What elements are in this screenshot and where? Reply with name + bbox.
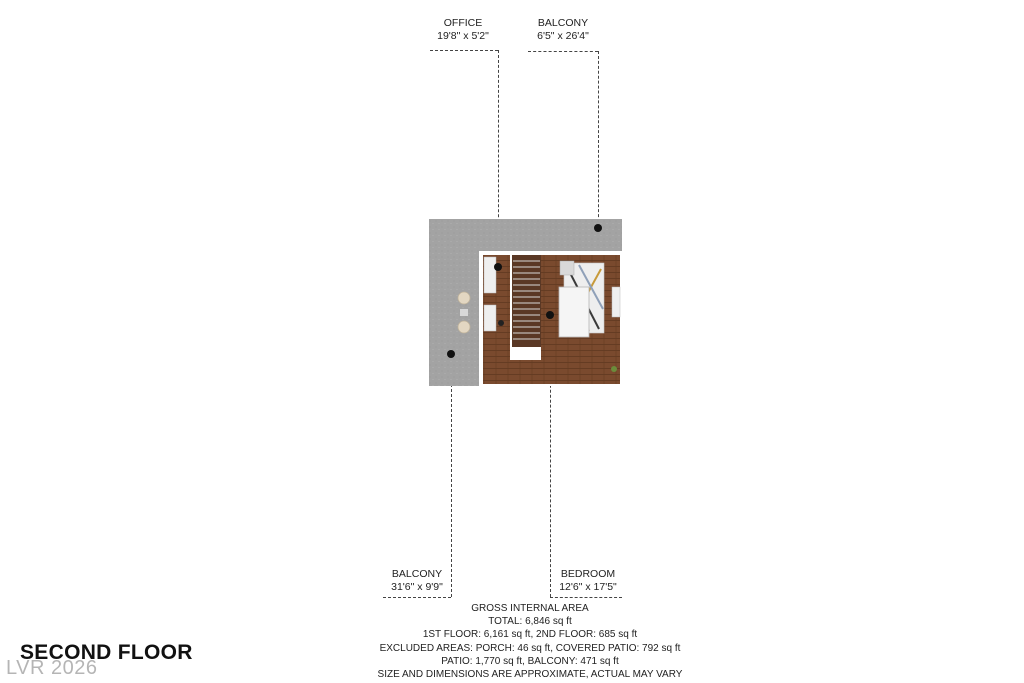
- gia-disclaimer: SIZE AND DIMENSIONS ARE APPROXIMATE, ACTUAL MAY VARY: [377, 669, 683, 681]
- balcony-top-leader-h: [528, 51, 598, 52]
- gia-excluded: EXCLUDED AREAS: PORCH: 46 sq ft, COVERED PATIO: 792 sq ft: [379, 642, 681, 654]
- balcony-chair-2: [458, 321, 470, 333]
- gia-patio-balcony: PATIO: 1,770 sq ft, BALCONY: 471 sq ft: [441, 655, 619, 667]
- bedroom-armchair: [560, 261, 574, 275]
- office-name: OFFICE: [443, 17, 483, 29]
- balcony-left-name: BALCONY: [391, 568, 443, 580]
- staircase: [512, 255, 541, 347]
- balcony-top-name: BALCONY: [537, 17, 589, 29]
- bedroom-bed: [559, 287, 589, 337]
- balcony-left-area: [429, 253, 481, 386]
- balcony-top-leader-v: [598, 51, 599, 227]
- gia-floors: 1ST FLOOR: 6,161 sq ft, 2ND FLOOR: 685 sq ft: [422, 629, 638, 641]
- bedroom-leader-h: [550, 597, 622, 598]
- floor-plan: [429, 219, 622, 386]
- balcony-left-leader-v: [451, 354, 452, 597]
- office-cabinet: [484, 305, 496, 331]
- gia-total: TOTAL: 6,846 sq ft: [488, 616, 572, 628]
- bedroom-plant: [611, 366, 617, 372]
- balcony-top-marker: [594, 224, 602, 232]
- balcony-table: [460, 309, 468, 316]
- bedroom-marker: [546, 311, 554, 319]
- balcony-top-dims: 6'5" x 26'4": [537, 30, 589, 42]
- office-desk: [484, 257, 496, 293]
- balcony-top-label: [520, 17, 606, 43]
- balcony-left-leader-h: [383, 597, 451, 598]
- bedroom-name: BEDROOM: [560, 568, 616, 580]
- balcony-left-dims: 31'6" x 9'9": [391, 581, 443, 593]
- balcony-top-area: [429, 219, 622, 253]
- floor-title: SECOND FLOOR: [20, 641, 193, 664]
- bedroom-label: [548, 568, 628, 594]
- balcony-left-marker: [447, 350, 455, 358]
- office-marker: [494, 263, 502, 271]
- office-dims: 19'8" x 5'2": [437, 30, 489, 42]
- gia-heading: GROSS INTERNAL AREA: [471, 603, 589, 614]
- office-label: [420, 17, 506, 43]
- lower-hall-floor: [483, 360, 620, 384]
- balcony-left-label: [376, 568, 458, 594]
- gross-internal-area: [360, 602, 700, 681]
- office-leader-h: [430, 50, 498, 51]
- bedroom-dresser: [612, 287, 620, 317]
- office-chair: [498, 320, 504, 326]
- watermark: LVR 2026: [6, 657, 98, 679]
- balcony-chair-1: [458, 292, 470, 304]
- bedroom-dims: 12'6" x 17'5": [559, 581, 617, 593]
